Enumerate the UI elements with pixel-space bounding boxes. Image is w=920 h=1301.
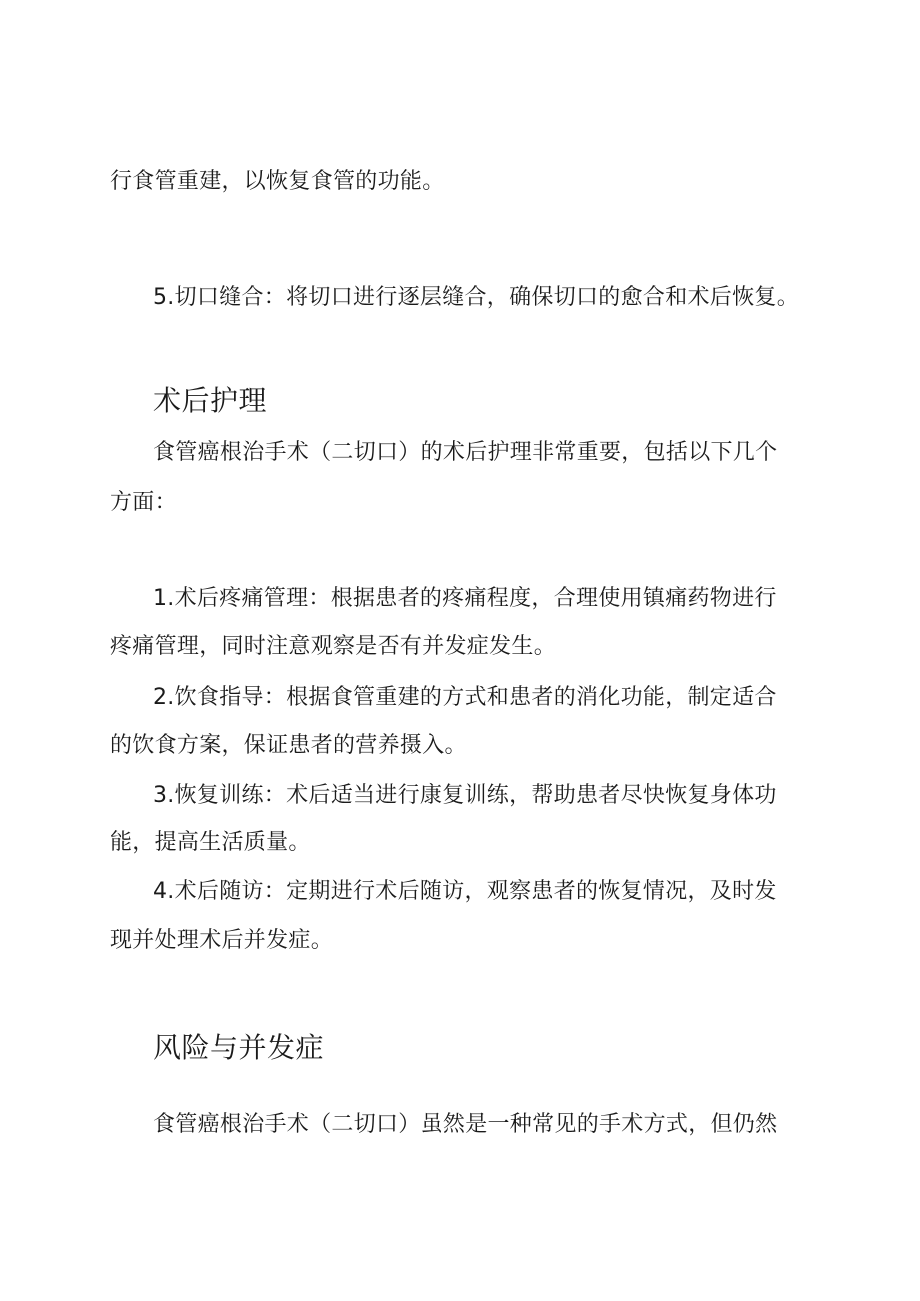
list-item-3: 3.恢复训练：术后适当进行康复训练，帮助患者尽快恢复身体功 (153, 783, 777, 808)
paragraph-line: 食管癌根治手术（二切口）虽然是一种常见的手术方式，但仍然 (153, 1112, 778, 1137)
list-item-1-cont: 疼痛管理，同时注意观察是否有并发症发生。 (110, 634, 557, 659)
list-item-1: 1.术后疼痛管理：根据患者的疼痛程度，合理使用镇痛药物进行 (153, 586, 777, 611)
list-item-3-cont: 能，提高生活质量。 (110, 830, 311, 855)
list-item-2-cont: 的饮食方案，保证患者的营养摄入。 (110, 733, 467, 758)
list-item-5: 5.切口缝合：将切口进行逐层缝合，确保切口的愈合和术后恢复。 (153, 285, 799, 310)
list-item-4: 4.术后随访：定期进行术后随访，观察患者的恢复情况，及时发 (153, 879, 777, 904)
paragraph-line: 方面： (110, 490, 177, 515)
paragraph-line: 食管癌根治手术（二切口）的术后护理非常重要，包括以下几个 (153, 440, 778, 465)
paragraph-line: 行食管重建，以恢复食管的功能。 (110, 169, 445, 194)
list-item-4-cont: 现并处理术后并发症。 (110, 928, 334, 953)
section-heading-risks: 风险与并发症 (153, 1031, 325, 1064)
section-heading-postop-care: 术后护理 (153, 384, 268, 417)
list-item-2: 2.饮食指导：根据食管重建的方式和患者的消化功能，制定适合 (153, 685, 777, 710)
